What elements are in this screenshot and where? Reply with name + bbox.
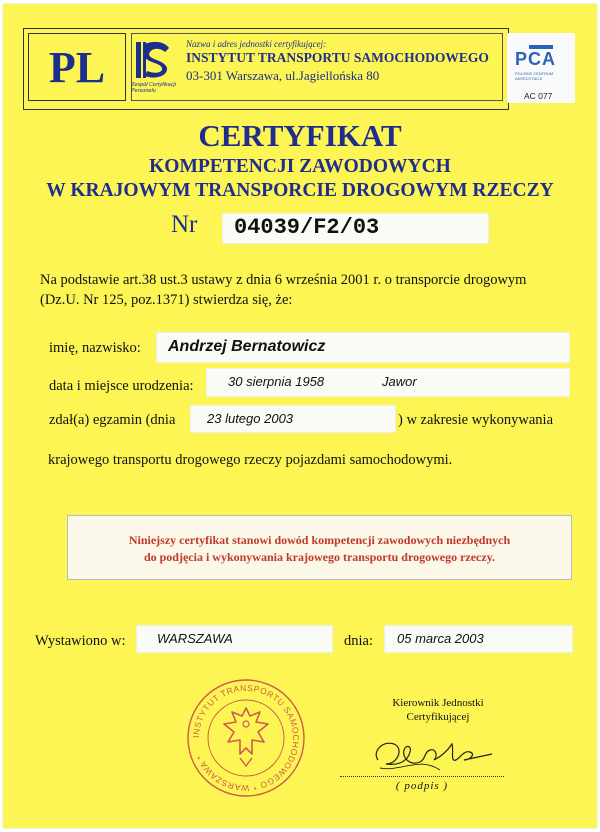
issue-place-label: Wystawiono w: xyxy=(35,633,126,649)
intro-line-2: (Dz.U. Nr 125, poz.1371) stwierdza się, że: xyxy=(40,292,293,308)
intro-line-1: Na podstawie art.38 ust.3 ustawy z dnia 6 września 2001 r. o transporcie drogowym xyxy=(40,272,527,288)
logo-caption: Zespół Certyfikacji Personelu xyxy=(131,82,176,94)
institute-label: Nazwa i adres jednostki certyfikującej: xyxy=(186,39,327,49)
exam-date: 23 lutego 2003 xyxy=(207,411,294,426)
issue-date-label: dnia: xyxy=(344,633,373,649)
exam-label: zdał(a) egzamin (dnia xyxy=(49,412,176,428)
stamp-text: INSTYTUT TRANSPORTU SAMOCHODOWEGO * WARSZAWA * xyxy=(190,682,302,794)
pca-subtext: POLSKIE CENTRUM AKREDYTACJI xyxy=(515,71,554,81)
name-field xyxy=(156,332,570,363)
birth-place: Jawor xyxy=(382,374,417,389)
signatory-title-1: Kierownik Jednostki xyxy=(392,697,484,709)
stamp-icon xyxy=(186,678,306,798)
notice-line-2: do podjęcia i wykonywania krajowego transportu drogowego rzeczy. xyxy=(143,550,496,564)
country-code: PL xyxy=(48,43,106,92)
notice-box xyxy=(67,515,572,580)
certificate-number-field xyxy=(222,213,489,244)
birth-field xyxy=(206,368,570,397)
accreditation-number: AC 077 xyxy=(524,91,553,101)
issue-date: 05 marca 2003 xyxy=(397,631,484,646)
birth-label: data i miejsce urodzenia: xyxy=(49,378,194,394)
name-label: imię, nazwisko: xyxy=(49,340,141,356)
certificate-number: 04039/F2/03 xyxy=(234,215,380,240)
exam-date-field xyxy=(190,405,396,433)
signature-line xyxy=(340,776,504,777)
name-value: Andrzej Bernatowicz xyxy=(168,338,326,355)
certificate-subtitle-1: KOMPETENCJI ZAWODOWYCH xyxy=(149,156,451,177)
institute-name: INSTYTUT TRANSPORTU SAMOCHODOWEGO xyxy=(186,50,489,65)
issue-date-field xyxy=(384,625,573,653)
issue-place: WARSZAWA xyxy=(157,631,233,646)
institute-address: 03-301 Warszawa, ul.Jagiellońska 80 xyxy=(186,68,380,83)
signature-caption: ( podpis ) xyxy=(395,780,449,792)
pca-logo: PCA xyxy=(515,49,557,69)
signatory-title-2: Certyfikującej xyxy=(406,711,470,723)
number-label: Nr xyxy=(171,211,198,238)
scope-text: krajowego transportu drogowego rzeczy pojazdami samochodowymi. xyxy=(48,452,453,468)
signature-icon xyxy=(360,730,510,778)
its-logo-icon xyxy=(135,38,175,82)
issue-place-field xyxy=(136,625,333,653)
notice-line-1: Niniejszy certyfikat stanowi dowód kompetencji zawodowych niezbędnych xyxy=(128,533,511,547)
certificate-title: CERTYFIKAT xyxy=(198,118,402,153)
country-box xyxy=(28,33,126,101)
birth-date: 30 sierpnia 1958 xyxy=(228,374,325,389)
exam-suffix: ) w zakresie wykonywania xyxy=(398,412,554,428)
certificate-subtitle-2: W KRAJOWYM TRANSPORCIE DROGOWYM RZECZY xyxy=(46,180,554,201)
